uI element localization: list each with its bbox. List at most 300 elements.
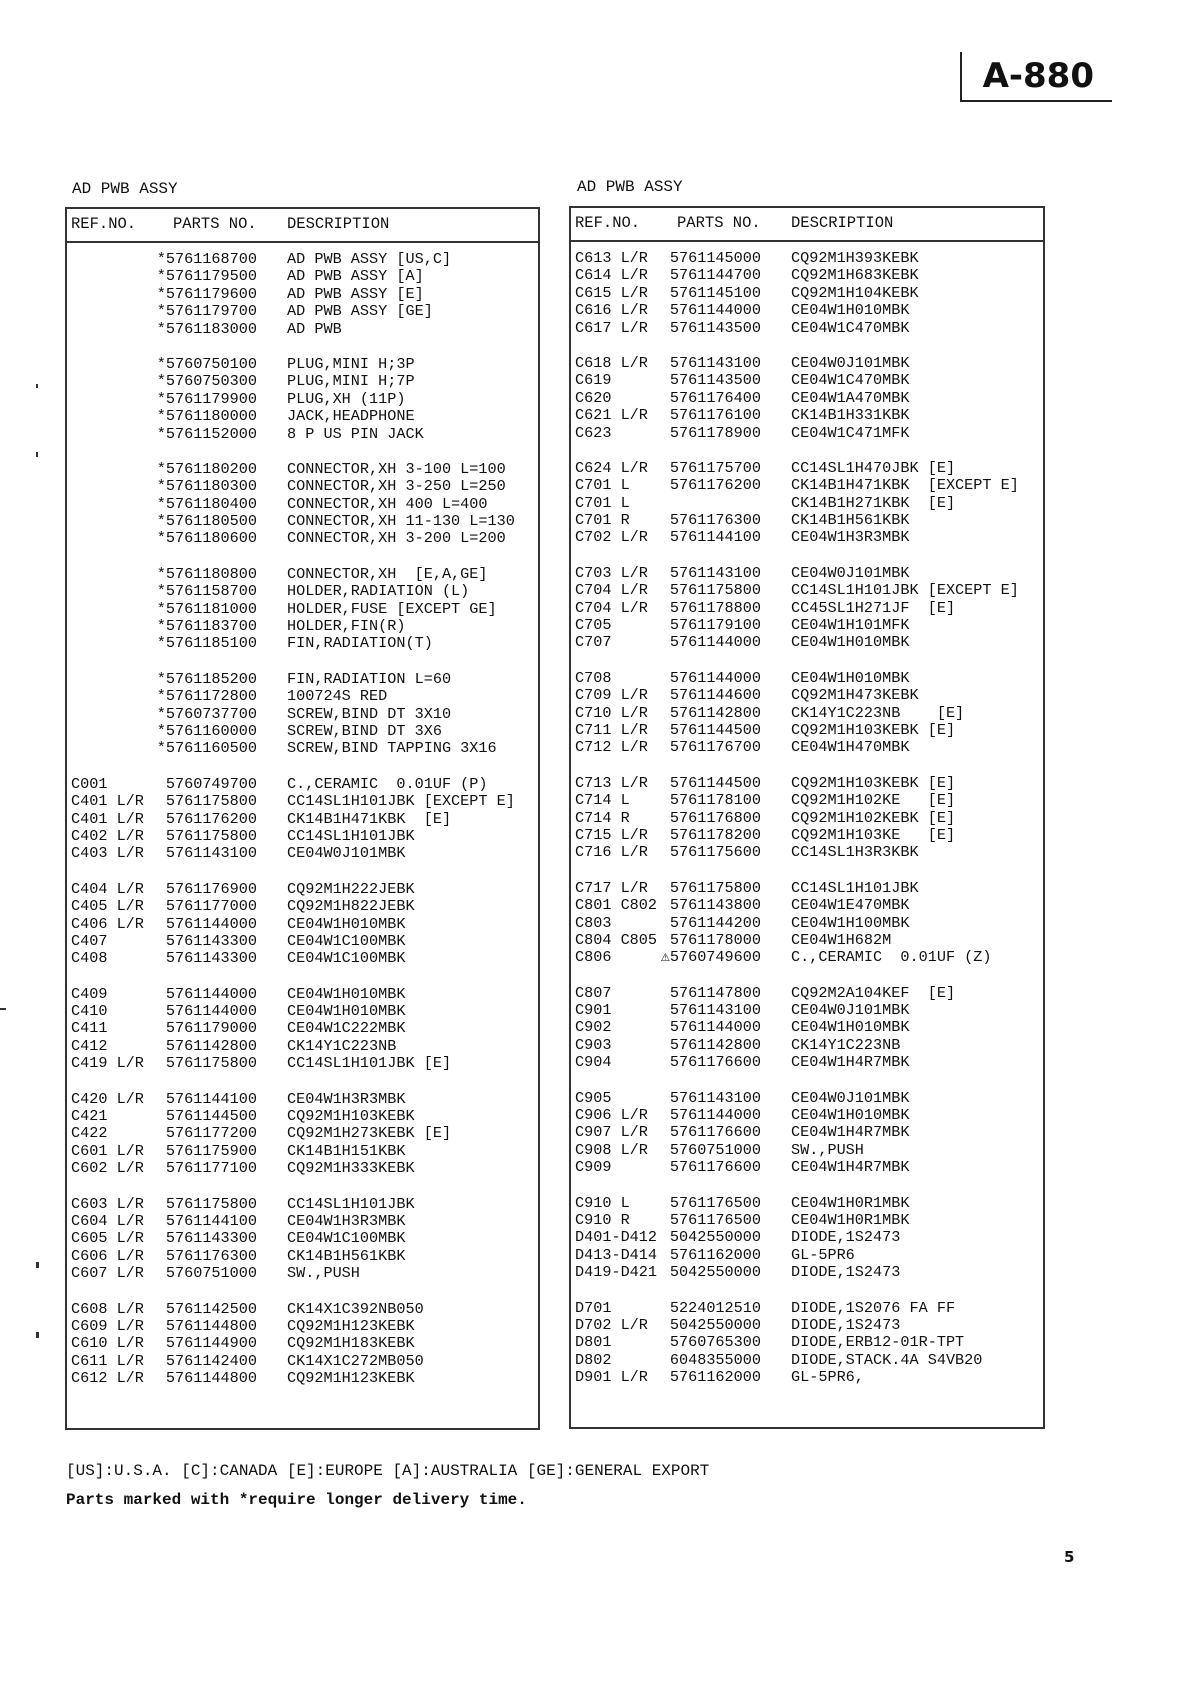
description-cell: CE04W0J101MBK (791, 1001, 910, 1020)
col-header-ref: REF.NO. (575, 214, 641, 232)
row-group (571, 1195, 1043, 1282)
description-cell: CE04W1H010MBK (791, 1018, 910, 1037)
scan-speck (36, 1332, 39, 1338)
ref-cell: C901 (575, 1001, 612, 1020)
description-cell: CQ92M1H103KE [E] (791, 825, 956, 844)
description-cell: CK14X1C272MB050 (287, 1351, 424, 1370)
table-row (571, 477, 1043, 494)
description-cell: CQ92M1H393KEBK (791, 249, 919, 267)
parts-no-cell: 5761142400 (165, 1351, 257, 1370)
description-cell: CE04W1H682M (791, 930, 892, 949)
table-row (571, 1369, 1043, 1386)
parts-no-cell: 5761177200 (165, 1124, 257, 1143)
table-row (571, 844, 1043, 861)
parts-no-cell: *5760750300 (156, 372, 257, 391)
description-cell: CQ92M1H103KEBK [E] (791, 773, 956, 792)
description-cell: CONNECTOR,XH 3-200 L=200 (287, 529, 506, 548)
region-legend: [US]:U.S.A. [C]:CANADA [E]:EUROPE [A]:AUSTRALIA [GE]:GENERAL EXPORT (66, 1462, 710, 1480)
description-cell: PLUG,XH (11P) (287, 389, 406, 408)
parts-no-cell: *5760737700 (156, 704, 257, 723)
description-cell: CQ92M1H123KEBK (287, 1316, 415, 1335)
ref-cell: C906 L/R (575, 1106, 648, 1125)
parts-no-cell: 5760765300 (669, 1333, 761, 1352)
parts-no-cell: 5761143300 (165, 949, 257, 968)
description-cell: CE04W1H100MBK (791, 913, 910, 932)
ref-cell: D419-D421 (575, 1263, 658, 1282)
parts-no-cell: 5761175800 (165, 1054, 257, 1073)
parts-no-cell: 5761175800 (669, 878, 761, 897)
ref-cell: C624 L/R (575, 458, 648, 477)
scan-speck (36, 384, 38, 388)
table-row (571, 320, 1043, 337)
ref-cell: C702 L/R (575, 528, 648, 547)
description-cell: CC14SL1H101JBK (287, 826, 415, 845)
description-cell: SW.,PUSH (791, 1140, 864, 1159)
table-row (67, 1230, 538, 1247)
parts-no-cell: 5761144100 (669, 528, 761, 547)
parts-no-cell: 5761144900 (165, 1334, 257, 1353)
parts-no-cell: 5761143500 (669, 371, 761, 390)
table-row (67, 513, 538, 530)
row-group (571, 460, 1043, 547)
parts-no-cell: *5761168700 (156, 250, 257, 268)
ref-cell: C619 (575, 371, 612, 390)
table-row (571, 827, 1043, 844)
description-cell: DIODE,1S2076 FA FF (791, 1298, 956, 1317)
parts-no-cell: *5761160500 (156, 739, 257, 758)
parts-no-cell: 5761176300 (165, 1246, 257, 1265)
table-row (571, 529, 1043, 546)
ref-cell: C406 L/R (71, 914, 144, 933)
table-row (571, 407, 1043, 424)
table-body (571, 242, 1043, 1386)
ref-cell: C801 C802 (575, 896, 658, 915)
parts-no-cell: ⚠5760749600 (660, 948, 761, 967)
description-cell: CQ92M1H473KEBK (791, 686, 919, 705)
delivery-note: Parts marked with *require longer delivery time. (66, 1491, 527, 1509)
table-row (67, 356, 538, 373)
table-row (571, 1195, 1043, 1212)
table-row (67, 740, 538, 757)
table-row (571, 739, 1043, 756)
table-row (67, 530, 538, 547)
table-row (67, 391, 538, 408)
table-row (571, 582, 1043, 599)
row-group (571, 1090, 1043, 1177)
ref-cell: C419 L/R (71, 1054, 144, 1073)
row-group (67, 461, 538, 548)
parts-no-cell: *5761152000 (156, 424, 257, 443)
parts-no-cell: 5761144600 (669, 686, 761, 705)
col-header-parts: PARTS NO. (677, 214, 761, 232)
parts-no-cell: 5761144500 (669, 773, 761, 792)
parts-no-cell: 5761143800 (669, 896, 761, 915)
table-header (67, 209, 538, 243)
parts-no-cell: 5761178900 (669, 423, 761, 442)
description-cell: HOLDER,FIN(R) (287, 617, 406, 636)
parts-no-cell: 5761144000 (669, 668, 761, 687)
parts-no-cell: *5761183700 (156, 617, 257, 636)
parts-no-cell: 5761162000 (669, 1368, 761, 1387)
table-row (67, 1143, 538, 1160)
description-cell: CQ92M1H183KEBK (287, 1334, 415, 1353)
description-cell: DIODE,1S2473 (791, 1315, 901, 1334)
description-cell: CQ92M1H123KEBK (287, 1369, 415, 1388)
table-row (67, 1108, 538, 1125)
right-section-title: AD PWB ASSY (577, 178, 683, 196)
parts-table-left (65, 207, 540, 1430)
parts-no-cell: 5042550000 (669, 1228, 761, 1247)
description-cell: CE04W1C470MBK (791, 318, 910, 337)
ref-cell: C623 (575, 423, 612, 442)
parts-no-cell: 5761176600 (669, 1158, 761, 1177)
parts-no-cell: *5761180400 (156, 494, 257, 513)
table-row (571, 1247, 1043, 1264)
ref-cell: C612 L/R (71, 1369, 144, 1388)
table-row (571, 670, 1043, 687)
parts-no-cell: 5761143100 (669, 1088, 761, 1107)
table-body (67, 243, 538, 1387)
ref-cell: C712 L/R (575, 738, 648, 757)
description-cell: CE04W1H470MBK (791, 738, 910, 757)
ref-cell: C610 L/R (71, 1334, 144, 1353)
description-cell: SCREW,BIND DT 3X6 (287, 721, 442, 740)
description-cell: CE04W1A470MBK (791, 388, 910, 407)
description-cell: CC14SL1H470JBK [E] (791, 458, 956, 477)
parts-no-cell: 5761176300 (669, 511, 761, 530)
parts-no-cell: 5761179000 (165, 1019, 257, 1038)
ref-cell: C909 (575, 1158, 612, 1177)
ref-cell: C714 L (575, 791, 630, 810)
parts-no-cell: *5761181000 (156, 599, 257, 618)
ref-cell: C422 (71, 1124, 108, 1143)
parts-no-cell: 5761179100 (669, 616, 761, 635)
table-row (571, 1142, 1043, 1159)
row-group (67, 1091, 538, 1178)
ref-cell: C621 L/R (575, 406, 648, 425)
description-cell: AD PWB (287, 319, 342, 338)
ref-cell: C703 L/R (575, 563, 648, 582)
parts-no-cell: 5761176900 (165, 879, 257, 898)
description-cell: CE04W1H010MBK (287, 914, 406, 933)
table-row (67, 1301, 538, 1318)
table-row (571, 285, 1043, 302)
description-cell: CE04W1H3R3MBK (287, 1089, 406, 1108)
ref-cell: C705 (575, 616, 612, 635)
row-group (571, 880, 1043, 967)
row-group (67, 1196, 538, 1283)
description-cell: DIODE,STACK.4A S4VB20 (791, 1350, 983, 1369)
table-row (67, 303, 538, 320)
table-row (67, 461, 538, 478)
table-row (67, 828, 538, 845)
parts-no-cell: *5761183000 (156, 319, 257, 338)
description-cell: CE04W1H010MBK (791, 668, 910, 687)
ref-cell: C902 (575, 1018, 612, 1037)
ref-cell: C611 L/R (71, 1351, 144, 1370)
parts-no-cell: 5761144200 (669, 913, 761, 932)
parts-no-cell: 5761175800 (165, 826, 257, 845)
table-row (67, 496, 538, 513)
parts-no-cell: 5761142500 (165, 1299, 257, 1318)
table-row (67, 1003, 538, 1020)
description-cell: CK14Y1C223NB (791, 1035, 901, 1054)
description-cell: 8 P US PIN JACK (287, 424, 424, 443)
row-group (67, 881, 538, 968)
parts-table-right (569, 206, 1045, 1429)
description-cell: CONNECTOR,XH 3-250 L=250 (287, 477, 506, 496)
ref-cell: C717 L/R (575, 878, 648, 897)
parts-no-cell: 5761162000 (669, 1245, 761, 1264)
table-row (67, 618, 538, 635)
ref-cell: C806 (575, 948, 612, 967)
description-cell: CE04W1H4R7MBK (791, 1123, 910, 1142)
ref-cell: D701 (575, 1298, 612, 1317)
model-number: A-880 (982, 56, 1094, 96)
parts-no-cell: 5761178000 (669, 930, 761, 949)
table-row (571, 1352, 1043, 1369)
table-row (67, 1318, 538, 1335)
parts-no-cell: 5761176100 (669, 406, 761, 425)
description-cell: CE04W1H010MBK (287, 984, 406, 1003)
description-cell: CC14SL1H101JBK (791, 878, 919, 897)
description-cell: CONNECTOR,XH 3-100 L=100 (287, 459, 506, 478)
ref-cell: C701 L (575, 476, 630, 495)
description-cell: CQ92M1H103KEBK [E] (791, 720, 956, 739)
parts-no-cell: 5761176600 (669, 1123, 761, 1142)
scan-speck (36, 452, 38, 457)
parts-no-cell: 5761144800 (165, 1369, 257, 1388)
table-row (571, 425, 1043, 442)
table-row (67, 1196, 538, 1213)
parts-no-cell: 5761144000 (165, 984, 257, 1003)
ref-cell: D702 L/R (575, 1315, 648, 1334)
description-cell: CE04W1C471MFK (791, 423, 910, 442)
description-cell: CONNECTOR,XH 400 L=400 (287, 494, 488, 513)
parts-no-cell: 5761144000 (669, 1106, 761, 1125)
description-cell: SW.,PUSH (287, 1264, 360, 1283)
table-row (67, 1353, 538, 1370)
parts-no-cell: 5042550000 (669, 1315, 761, 1334)
parts-no-cell: *5761180800 (156, 564, 257, 583)
parts-no-cell: *5760750100 (156, 354, 257, 373)
parts-no-cell: 5761178100 (669, 791, 761, 810)
parts-no-cell: 5761144800 (165, 1316, 257, 1335)
table-row (571, 949, 1043, 966)
parts-no-cell: 5760751000 (165, 1264, 257, 1283)
description-cell: CK14B1H271KBK [E] (791, 493, 956, 512)
table-row (67, 566, 538, 583)
ref-cell: C405 L/R (71, 897, 144, 916)
table-header (571, 208, 1043, 242)
table-row (571, 810, 1043, 827)
description-cell: CE04W1H4R7MBK (791, 1158, 910, 1177)
col-header-ref: REF.NO. (71, 215, 137, 233)
table-row (571, 390, 1043, 407)
table-row (571, 1229, 1043, 1246)
table-row (67, 706, 538, 723)
description-cell: PLUG,MINI H;3P (287, 354, 415, 373)
description-cell: CK14B1H331KBK (791, 406, 910, 425)
description-cell: CK14Y1C223NB (287, 1036, 397, 1055)
ref-cell: C903 (575, 1035, 612, 1054)
table-row (67, 1248, 538, 1265)
table-row (67, 916, 538, 933)
parts-no-cell: *5761180000 (156, 407, 257, 426)
description-cell: CC14SL1H101JBK [E] (287, 1054, 452, 1073)
parts-no-cell: *5761180200 (156, 459, 257, 478)
description-cell: GL-5PR6, (791, 1368, 864, 1387)
ref-cell: C704 L/R (575, 581, 648, 600)
ref-cell: C704 L/R (575, 598, 648, 617)
table-row (571, 1124, 1043, 1141)
parts-no-cell: 5761144500 (165, 1107, 257, 1126)
ref-cell: C711 L/R (575, 720, 648, 739)
row-group (571, 985, 1043, 1072)
parts-no-cell: 5761144000 (165, 914, 257, 933)
description-cell: CE04W1H010MBK (791, 301, 910, 320)
row-group (571, 355, 1043, 442)
parts-no-cell: 5761143500 (669, 318, 761, 337)
parts-no-cell: 5761142800 (669, 1035, 761, 1054)
scan-speck (36, 1262, 39, 1268)
ref-cell: C701 L (575, 493, 630, 512)
description-cell: CK14B1H151KBK (287, 1141, 406, 1160)
page-number: 5 (1064, 1548, 1075, 1566)
description-cell: C.,CERAMIC 0.01UF (P) (287, 774, 488, 793)
description-cell: CK14B1H471KBK [E] (287, 809, 452, 828)
table-row (571, 372, 1043, 389)
ref-cell: C409 (71, 984, 108, 1003)
ref-cell: C905 (575, 1088, 612, 1107)
ref-cell: C421 (71, 1107, 108, 1126)
table-row (67, 478, 538, 495)
parts-no-cell: 6048355000 (669, 1350, 761, 1369)
model-header (960, 52, 1112, 102)
parts-no-cell: 5761145000 (669, 249, 761, 267)
parts-no-cell: *5761185200 (156, 669, 257, 688)
description-cell: FIN,RADIATION L=60 (287, 669, 452, 688)
description-cell: DIODE,ERB12-01R-TPT (791, 1333, 965, 1352)
table-row (571, 1054, 1043, 1071)
table-row (571, 775, 1043, 792)
description-cell: CE04W1H4R7MBK (791, 1053, 910, 1072)
table-row (571, 932, 1043, 949)
table-row (571, 1300, 1043, 1317)
parts-no-cell: *5761185100 (156, 634, 257, 653)
description-cell: CQ92M2A104KEF [E] (791, 983, 956, 1002)
row-group (571, 1300, 1043, 1387)
ref-cell: C412 (71, 1036, 108, 1055)
ref-cell: C803 (575, 913, 612, 932)
description-cell: AD PWB ASSY [E] (287, 284, 424, 303)
table-row (67, 268, 538, 285)
ref-cell: D802 (575, 1350, 612, 1369)
description-cell: CE04W1C100MBK (287, 931, 406, 950)
ref-cell: C614 L/R (575, 266, 648, 285)
table-row (67, 845, 538, 862)
table-row (67, 1265, 538, 1282)
description-cell: CQ92M1H102KE [E] (791, 791, 956, 810)
parts-no-cell: *5761180500 (156, 512, 257, 531)
table-row (571, 600, 1043, 617)
description-cell: CQ92M1H103KEBK (287, 1107, 415, 1126)
table-row (67, 426, 538, 443)
parts-no-cell: 5042550000 (669, 1263, 761, 1282)
parts-no-cell: 5761142800 (165, 1036, 257, 1055)
parts-no-cell: 5761175800 (165, 1194, 257, 1213)
parts-no-cell: 5761144100 (165, 1089, 257, 1108)
description-cell: HOLDER,RADIATION (L) (287, 582, 470, 601)
table-row (67, 321, 538, 338)
ref-cell: C710 L/R (575, 703, 648, 722)
ref-cell: C607 L/R (71, 1264, 144, 1283)
parts-no-cell: 5761178200 (669, 825, 761, 844)
parts-no-cell: 5760751000 (669, 1140, 761, 1159)
parts-no-cell: 5761175700 (669, 458, 761, 477)
parts-no-cell: 5761144100 (165, 1211, 257, 1230)
parts-no-cell: *5761180300 (156, 477, 257, 496)
table-row (67, 1370, 538, 1387)
ref-cell: C715 L/R (575, 825, 648, 844)
row-group (67, 566, 538, 653)
description-cell: CK14B1H561KBK (287, 1246, 406, 1265)
description-cell: CQ92M1H683KEBK (791, 266, 919, 285)
table-row (67, 1160, 538, 1177)
ref-cell: C620 (575, 388, 612, 407)
parts-no-cell: 5761177100 (165, 1159, 257, 1178)
row-group (67, 1301, 538, 1388)
parts-no-cell: 5761176500 (669, 1193, 761, 1212)
parts-no-cell: 5761176200 (669, 476, 761, 495)
table-row (67, 723, 538, 740)
parts-no-cell: 5761147800 (669, 983, 761, 1002)
table-row (67, 583, 538, 600)
table-row (67, 1020, 538, 1037)
row-group (67, 671, 538, 758)
description-cell: CE04W1H010MBK (791, 633, 910, 652)
table-row (67, 1125, 538, 1142)
table-row (67, 408, 538, 425)
parts-no-cell: 5761144000 (165, 1002, 257, 1021)
description-cell: CE04W0J101MBK (287, 844, 406, 863)
description-cell: CE04W1H0R1MBK (791, 1210, 910, 1229)
ref-cell: C807 (575, 983, 612, 1002)
parts-no-cell: 5761144500 (669, 720, 761, 739)
ref-cell: D901 L/R (575, 1368, 648, 1387)
scan-speck (0, 1008, 6, 1010)
table-row (67, 601, 538, 618)
parts-no-cell: 5761142800 (669, 703, 761, 722)
description-cell: CONNECTOR,XH [E,A,GE] (287, 564, 488, 583)
description-cell: CQ92M1H104KEBK (791, 283, 919, 302)
parts-no-cell: 5761176700 (669, 738, 761, 757)
description-cell: CC14SL1H3R3KBK (791, 843, 919, 862)
ref-cell: C001 (71, 774, 108, 793)
description-cell: CE04W1C470MBK (791, 371, 910, 390)
ref-cell: C618 L/R (575, 353, 648, 372)
description-cell: DIODE,1S2473 (791, 1228, 901, 1247)
parts-no-cell: *5761160000 (156, 721, 257, 740)
table-row (67, 1055, 538, 1072)
parts-no-cell: 5761143100 (669, 563, 761, 582)
description-cell: JACK,HEADPHONE (287, 407, 415, 426)
ref-cell: D413-D414 (575, 1245, 658, 1264)
row-group (571, 565, 1043, 652)
table-row (571, 985, 1043, 1002)
parts-no-cell: 5761175900 (165, 1141, 257, 1160)
ref-cell: C907 L/R (575, 1123, 648, 1142)
